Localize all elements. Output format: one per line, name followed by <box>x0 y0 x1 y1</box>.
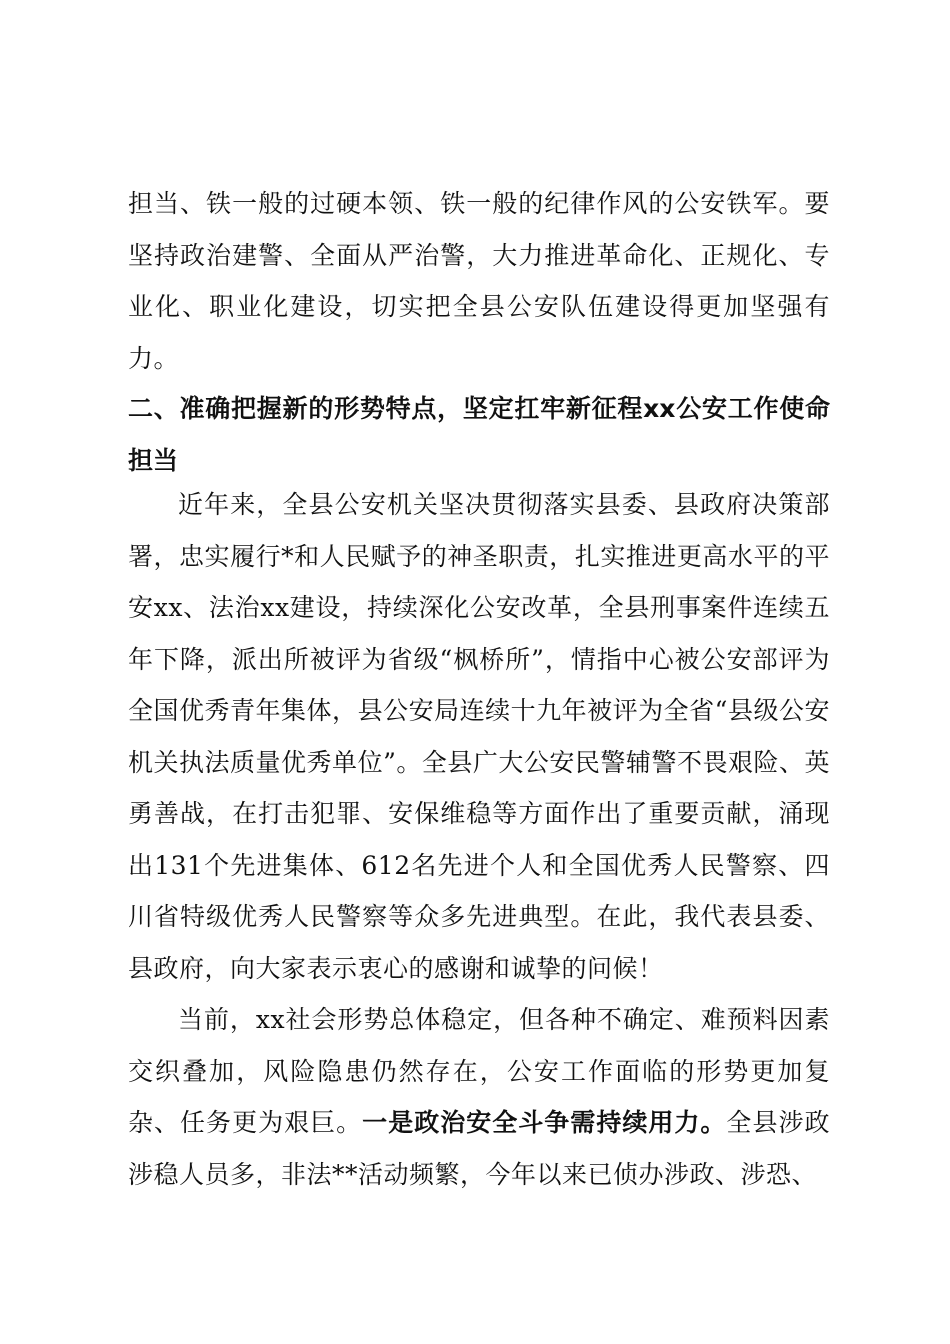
section-heading: 二、准确把握新的形势特点，坚定扛牢新征程xx公安工作使命担当 <box>128 394 830 475</box>
body-text-main <box>128 479 830 1200</box>
paragraph-recent-years: 近年来，全县公安机关坚决贯彻落实县委、县政府决策部署，忠实履行*和人民赋予的神圣职责，扎实推进更高水平的平安xx、法治xx建设，持续深化公安改革，全县刑事案件连续五年下降，派出所被评为省级“枫桥所”，情指中心被公安部评为全国优秀青年集体，县公安局连续十九年被评为全省“县级公安机关执法质量优秀单位”。全县广大公安民警辅警不畏艰险、英勇善战，在打击犯罪、安保维稳等方面作出了重要贡献，涌现出131个先进集体、612名先进个人和全国优秀人民警察、四川省特级优秀人民警察等众多先进典型。在此，我代表县委、县政府，向大家表示衷心的感谢和诚挚的问候！ <box>128 490 830 983</box>
paragraph-current-situation <box>128 994 830 1200</box>
paragraph-current-end: 全县涉政涉稳人员多，非法**活动频繁，今年以来已侦办涉政、涉恐、 <box>128 1108 830 1189</box>
continued-paragraph: 担当、铁一般的过硬本领、铁一般的纪律作风的公安铁军。要坚持政治建警、全面从严治警，大力推进革命化、正规化、专业化、职业化建设，切实把全县公安队伍建设得更加坚强有力。 <box>128 189 830 373</box>
paragraph-current-bold: 一是政治安全斗争需持续用力。 <box>362 1108 727 1137</box>
paragraph-current-start: 当前，xx社会形势总体稳定，但各种不确定、难预料因素交织叠加，风险隐患仍然存在，公安工作面临的形势更加复杂、任务更为艰巨。 <box>128 1005 830 1137</box>
body-text-top <box>128 178 830 384</box>
